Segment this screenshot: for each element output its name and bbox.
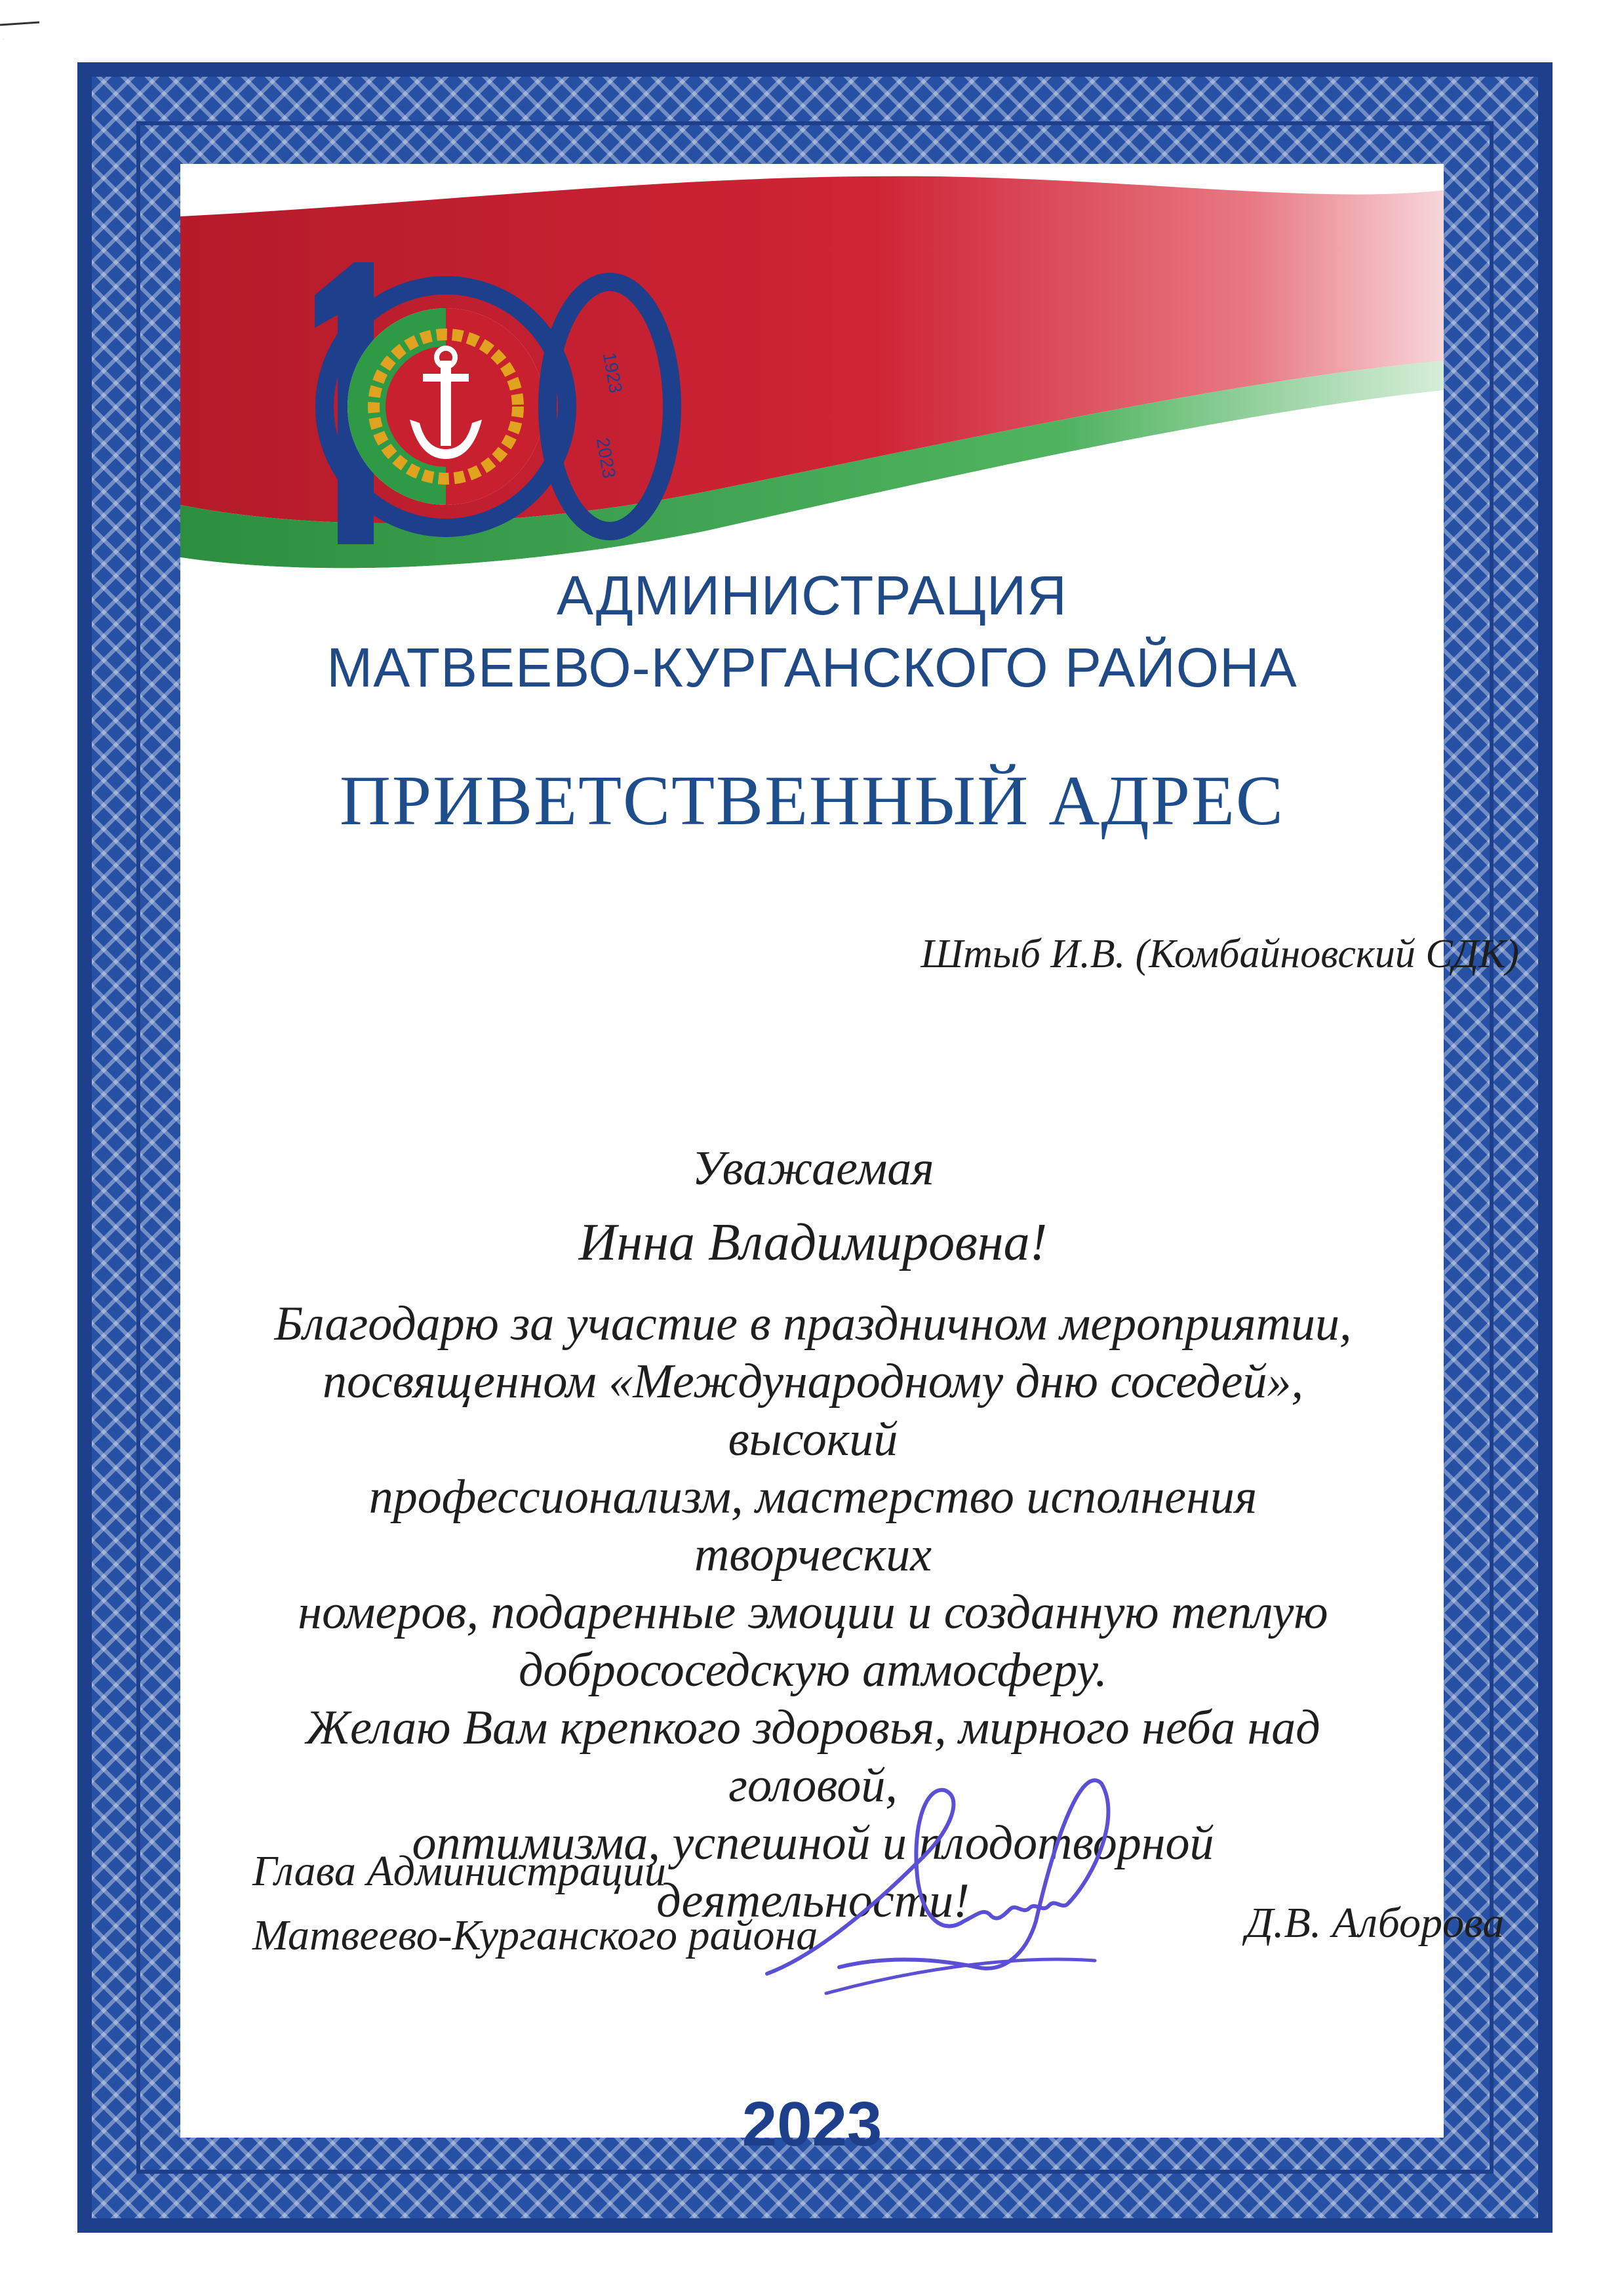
letter-line: профессионализм, мастерство исполнения творческих: [368, 1470, 1258, 1582]
letter-line: посвященном «Международному дню соседей», высокий: [322, 1355, 1303, 1466]
org-name-line-1: АДМИНИСТРАЦИЯ: [557, 565, 1067, 626]
letter-line: Желаю Вам крепкого здоровья, мирного неба над головой,: [306, 1701, 1320, 1812]
addressee-name: Инна Владимировна!: [578, 1214, 1048, 1271]
document-year: 2023: [742, 2089, 882, 2159]
letter-line: оптимизма, успешной и плодотворной деятельности!: [412, 1816, 1214, 1928]
logo-year-end: 2023: [592, 435, 620, 480]
signatory-name: Д.В. Алборова: [1246, 1899, 1505, 1947]
signatory-position-line-1: Глава Администрации: [252, 1847, 666, 1895]
salutation: Уважаемая: [692, 1142, 934, 1195]
letter-line: номеров, подаренные эмоции и созданную теплую: [298, 1586, 1328, 1639]
scan-edge-mark: [0, 0, 79, 39]
anniversary-100-logo: [275, 243, 682, 570]
letter-line: Благодарю за участие в праздничном мероприятии,: [274, 1297, 1352, 1351]
logo-year-start: 1923: [599, 350, 627, 395]
letter-line: добрососедскую атмосферу.: [519, 1643, 1107, 1697]
document-title: ПРИВЕТСТВЕННЫЙ АДРЕС: [340, 762, 1284, 840]
org-name-line-2: МАТВЕЕВО-КУРГАНСКОГО РАЙОНА: [327, 637, 1297, 698]
signatory-position-line-2: Матвеево-Курганского района: [252, 1911, 818, 1959]
handwritten-signature: [728, 1757, 1147, 2006]
recipient-note: Штыб И.В. (Комбайновский СДК): [921, 932, 1519, 976]
